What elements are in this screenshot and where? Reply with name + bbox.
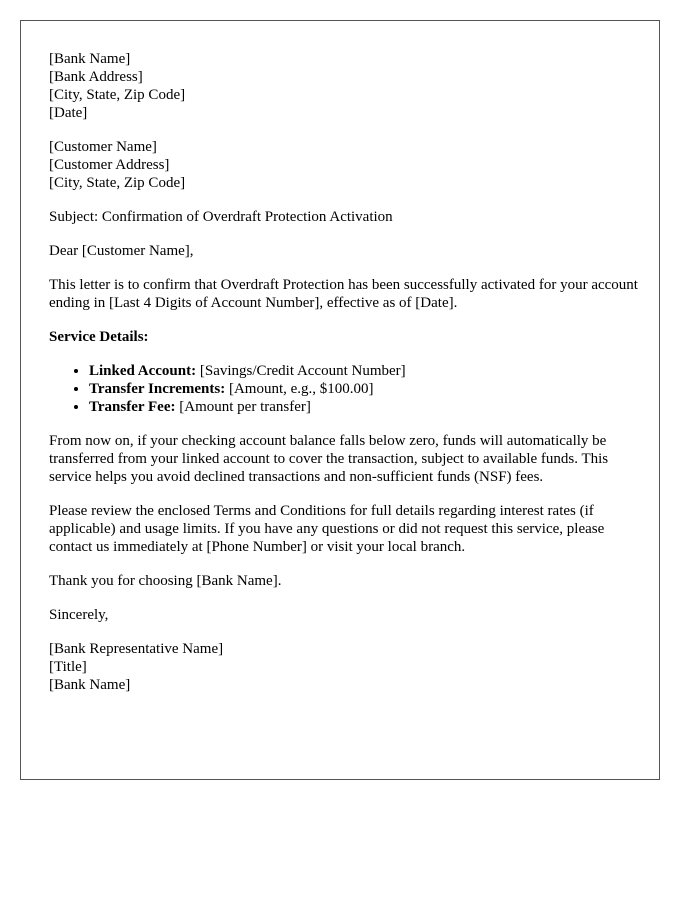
sender-address: [Bank Address] — [49, 69, 143, 85]
closing-line: Sincerely, — [49, 607, 109, 623]
service-detail-item — [89, 398, 639, 416]
service-detail-item — [89, 380, 639, 398]
sender-address-block — [49, 50, 639, 122]
intro-paragraph: This letter is to confirm that Overdraft Protection has been successfully activated for your account ending in [Last 4 Digits of Account Number], effective as of [Date]. — [49, 277, 638, 311]
terms-paragraph: Please review the enclosed Terms and Conditions for full details regarding interest rates (if applicable) and usage limits. If you have any questions or did not request this service, please contact us immediately at [Phone Number] or visit your local branch. — [49, 503, 605, 555]
service-detail-label: Linked Account: — [89, 363, 197, 379]
service-details-heading: Service Details: — [49, 329, 149, 345]
thank-you-line: Thank you for choosing [Bank Name]. — [49, 573, 282, 589]
letter-page — [20, 20, 660, 780]
representative-title: [Title] — [49, 659, 87, 675]
recipient-address: [Customer Address] — [49, 157, 170, 173]
service-detail-value: [Amount per transfer] — [175, 399, 311, 415]
recipient-city-state-zip: [City, State, Zip Code] — [49, 175, 186, 191]
service-details-list — [49, 362, 639, 416]
service-detail-label: Transfer Increments: — [89, 381, 226, 397]
signature-block — [49, 640, 639, 694]
service-detail-value: [Amount, e.g., $100.00] — [225, 381, 374, 397]
representative-name: [Bank Representative Name] — [49, 641, 224, 657]
recipient-address-block — [49, 138, 639, 192]
service-detail-value: [Savings/Credit Account Number] — [196, 363, 406, 379]
sender-name: [Bank Name] — [49, 51, 131, 67]
signature-bank-name: [Bank Name] — [49, 677, 131, 693]
service-detail-item — [89, 362, 639, 380]
recipient-name: [Customer Name] — [49, 139, 157, 155]
salutation: Dear [Customer Name], — [49, 243, 194, 259]
subject-line: Subject: Confirmation of Overdraft Protection Activation — [49, 209, 393, 225]
funds-transfer-paragraph: From now on, if your checking account balance falls below zero, funds will automatically be transferred from your linked account to cover the transaction, subject to available funds. This service helps you avoid declined transactions and non-sufficient funds (NSF) fees. — [49, 433, 609, 485]
sender-city-state-zip: [City, State, Zip Code] — [49, 87, 186, 103]
letter-body — [49, 50, 639, 710]
service-detail-label: Transfer Fee: — [89, 399, 176, 415]
letter-date: [Date] — [49, 105, 88, 121]
